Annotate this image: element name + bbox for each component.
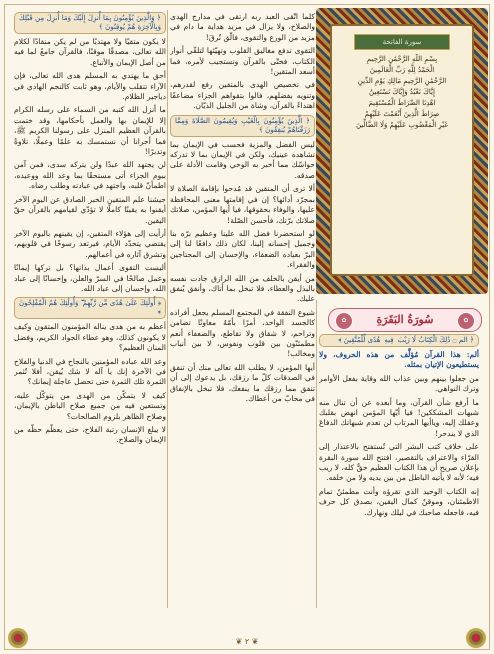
commentary-paragraph: كيف لا يتمكّن من الهدى من يتوكّل عليه، وتستعين فيه من جميع صلاح الباطن بالإيمان، وصلاح الظاهر بلزوم الصالحات؟ [14,390,166,421]
fatiha-line: اهْدِنَا الصِّرَاطَ الْمُسْتَقِيمَ [368,99,436,107]
fatiha-line: صِرَاطَ الَّذِينَ أَنْعَمْتَ عَلَيْهِمْ [364,110,440,118]
commentary-paragraph: لن يجتهد الله عبدًا ولن يتركه سدى، فمن آمن بيوم الجزاء أتى مستحقًا بما وعد الله ووعيده، اطمأنّ قلبه، واجتهد في عبادته وطلب رضاه. [14,160,166,191]
verse-box: ﴿ أُولَٰئِكَ عَلَىٰ هُدًى مِّن رَّبِّهِمْ ۖ وَأُولَٰئِكَ هُمُ الْمُفْلِحُونَ ﴾ [14,297,166,319]
commentary-paragraph: ما أرفع شأن القرآن، وما أبعده عن أن تنال منه شبهات المشككين! فيا أيّها المؤمن انهض بقلبك وعقلك إليه، وياأيها المرتاب لن تعدم شبهاتك الدفاعَ الذي لا يندحر! [319,397,479,438]
commentary-paragraph: لا يكون متقيًا ولا مهتديًا من لم يكن منقادًا لكلام الله تعالى، مصدقًا موقنًا، فالقرآن جامعٌ لما فيه من أصل الإيمان والأتباع. [14,37,166,67]
commentary-paragraph: كلما اتّقى العبد ربه ارتقى في مدارج الهدى والصلاح، ولا يزال في مزيد هداية ما دام في مزيد من الورع والتقوى، فالّق تُرقَ! [170,12,315,42]
verse-box: ﴿ الَّذِينَ يُؤْمِنُونَ بِالْغَيْبِ وَيُقِيمُونَ الصَّلَاةَ وَمِمَّا رَزَقْنَاهُمْ يُنفِقُونَ ﴾ [170,115,315,137]
fatiha-title: سورة الفاتحة [354,34,450,50]
page-footer [0,637,494,646]
verse-box: ﴿ وَالَّذِينَ يُؤْمِنُونَ بِمَا أُنزِلَ إِلَيْكَ وَمَا أُنزِلَ مِن قَبْلِكَ وَبِالْآخِرَةِ هُمْ يُوقِنُونَ ﴾ [14,12,166,34]
term-gloss: ألم: هذا القرآن مُؤلَّف من هذه الحروف، ولا يستطيعون الإتيان بمثله. [319,350,479,370]
commentary-paragraph: ألا ترى أن المتقين قد مُدحوا بإقامة الصلاة لا بمجرّد أدائها؟ إن في إقامتها معنى المحافظة عليها، والوفاء بحقوقها، فيا أيها المؤمن، صلاتك صلاتك برّتك، فأحسن الصّلة! [170,184,315,225]
page-number: ۲ [244,637,250,646]
fatiha-text [340,54,464,268]
commentary-paragraph: جيشنا علم المتقين الخبر الصادق عن اليوم الآخر أيقنوا به يقينًا كاملًا لا تؤدّي لقيامهم بالقرآن حقّ اليقين. [14,194,166,225]
commentary-paragraph: في تخصيص الهدى بالمتقين رفع لقدرهم، وتنويه بفضلهم، فالوا بتقواهم الجزاء مضاعفًا اهتداءً بالقرآن، وشاة من الجليل الذيّان. [170,80,315,111]
column-right [319,332,479,608]
commentary-paragraph: من جعلوا بينهم وبين عذاب الله وقاية بفعل الأوامر وترك النواهي. [319,373,479,394]
commentary-paragraph: أعظم به من هدى يناله المؤمنون المتقون وكيف لا يكونون كذلك، وهو عطاء الجواد الكريم، وفضل المنان العظيم؟ [14,322,166,353]
fatiha-line: بِسْمِ اللَّهِ الرَّحْمَٰنِ الرَّحِيمِ [366,55,438,63]
commentary-paragraph: وعد الله عباده المؤمنين بالنجاح في الدنيا والفلاح في الآخرة إنك يا آله لا شك يُيقن، أفلا تُثمر الثمرة تلك الثمرة حتى تحصل عاجلة إيمانك؟ [14,356,166,387]
illuminated-fatiha-panel [316,8,488,294]
commentary-paragraph [319,350,479,371]
column-left [14,10,166,610]
surah-banner [328,308,482,332]
commentary-paragraph: لا يبلغ الإنسان رتبة الفلاح، حتى يعظّم حظّه من الإيمان والصلاح. [14,425,166,445]
fatiha-line: إِيَّاكَ نَعْبُدُ وَإِيَّاكَ نَسْتَعِينُ [369,88,435,96]
column-divider [167,10,168,608]
medallion-icon: ✿ [335,312,353,330]
commentary-paragraph: إنه الكتاب الوحيد الذي تقرؤه وأنت مطمئنٌ تمام الاطمئنان، وموقنٌ كمال اليقين، بصدق كل حرف فيه، فاجعله صاحبك في ليلك ونهارك. [319,486,479,517]
ornament-icon: ❦ [251,637,259,646]
medallion-icon: ✿ [457,312,475,330]
illumination-inner [330,24,474,276]
commentary-paragraph: أليست التقوى أعمال بذاتها؟ بل تركها إيمانًا وعمل صالحًا في السرّ والعلن، وإحسانًا إلى عباد الله، وإحسان إلى عباد الله. [14,263,166,293]
commentary-paragraph: أحق ما يهتدي به المسلم هدى الله تعالى، فإن الآراء تتقلب والأيام، وهو ثابت كالنجم الهادي في دياجير الظلام. [14,71,166,102]
fatiha-line: الْحَمْدُ لِلَّهِ رَبِّ الْعَالَمِينَ [369,66,435,74]
column-divider [316,300,317,608]
verse-box: ﴿ الم ۝ ذَٰلِكَ الْكِتَابُ لَا رَيْبَ ۛ فِيهِ ۛ هُدًى لِّلْمُتَّقِينَ ﴾ [319,334,479,347]
column-middle [170,12,315,610]
surah-name: سُورَةُ البَقَرَةِ [376,313,434,326]
commentary-paragraph: من أيقن بالخلف من الله الرازق جادت نفسه بالبذل والعطاء، فلا تبخل بما أتاك، وأنفق يُنفق عليك. [170,273,315,304]
commentary-paragraph: أيها المؤمن، لا يطلب الله تعالى منك أن تنفق في الصدقات كلّ ما رزقك، بل يدعوك إلى أن تنفق مما رزقك ما ينفعك، فلا تبخل بالإنفاق في محابّ من أعطاك. [170,362,315,403]
fatiha-line: غَيْرِ الْمَغْضُوبِ عَلَيْهِمْ وَلَا الضَّالِّينَ [355,121,449,129]
commentary-paragraph: التقوى تدفع مغاليق القلوب وتهيّئها لتلقّي أنوار الكتاب، فحتّى بالقرآن وتستجيب لأمره، فما أسعد المتقين! [170,46,315,77]
commentary-paragraph: ما أنزل الله كتبه من السماء على رسله الكرام إلا للإيمان بها والعمل بأحكامها، وقد ختمت بالقرآن العظيم المنزل على رسولنا الكريم ﷺ، فما أحرانا أن نستمسك به علمًا وعملًا، تلاوةً وتدبرًا! [14,105,166,157]
commentary-paragraph: أرأيت إلى هؤلاء المتقين، إن يقينهم باليوم الآخر يقتضي يتحدّد الأيام، فيرتعد رسوخًا في قلوبهم، وتشرق آثاره في أعمالهم. [14,228,166,259]
commentary-paragraph: لو استحضرنا فضل الله علينا وعظيم برّه بنا وجميل إحسانه إلينا، لكان ذلك دافعًا لنا إلى البرّ بعباده الضعفاء، والإحسان إلى المحتاجين والفقراء. [170,228,315,270]
commentary-paragraph: شيوع النفقة في المجتمع المسلم يجعل أفراده كالجسد الواحد، أمرًا بأمّهُ معاونًا تضامن وتراحم، لا شقاق ولا تقاطع، والضعفاء أنعم مطمئنّون بين قلوب ونفوس، لا بين أنياب ومخالب! [170,307,315,359]
commentary-paragraph: ليس الفضل والمزية فحسب في الإيمان بما تشاهده عينيك، ولكن في الإيمان بما لا تدركه حواسّك مما أخبر به الوحي وقامت الأدلة على صدقه. [170,139,315,180]
ornament-icon: ❦ [235,637,243,646]
fatiha-line: الرَّحْمَٰنِ الرَّحِيمِ مَالِكِ يَوْمِ الدِّينِ [357,77,447,85]
commentary-paragraph: على خلاف كتب البشر التي تُستفتح بالاعتذار إلى القرّاء والاعتراف بالتقصير، افتتح الله سورة البقرة بإعلان صريح أن هذا الكتاب العظيم حقٌّ كله، لا ريب فيه؛ لأنه لا يأتيه الباطل من بين يديه ولا من خلفه. [319,442,479,483]
